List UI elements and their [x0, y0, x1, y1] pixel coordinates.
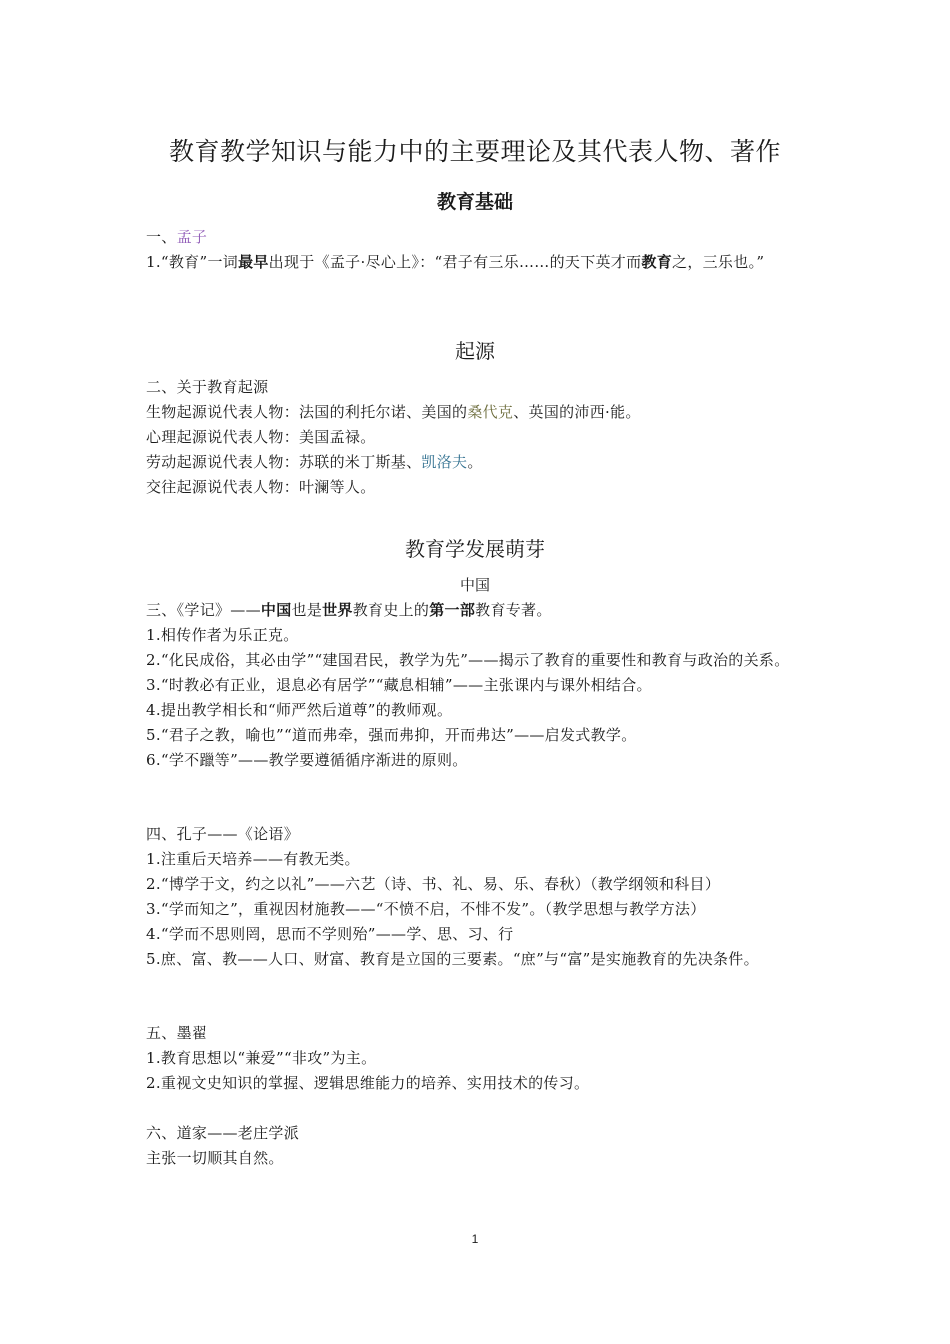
bold-span: 世界: [322, 601, 353, 619]
bold-span: 第一部: [429, 601, 476, 619]
list-item: 5.“君子之教，喻也”“道而弗牵，强而弗抑，开而弗达”——启发式教学。: [146, 726, 637, 744]
origin-social: 交往起源说代表人物：叶澜等人。: [146, 478, 376, 496]
list-item: 1.相传作者为乐正克。: [146, 626, 299, 644]
text-span: 教育专著。: [475, 601, 552, 619]
text-span: 劳动起源说代表人物：苏联的米丁斯基、: [146, 453, 422, 471]
list-item: 2.重视文史知识的掌握、逻辑思维能力的培养、实用技术的传习。: [146, 1074, 590, 1092]
heading-sprout: 教育学发展萌芽: [405, 537, 545, 561]
item-mengzi: [146, 225, 808, 250]
bold-span: 最早: [238, 253, 269, 271]
kongzi-heading: 四、孔子——《论语》: [146, 825, 300, 843]
block-mozi: [146, 1021, 808, 1096]
daojia-heading: 六、道家——老庄学派: [146, 1124, 300, 1142]
list-item: 6.“学不躐等”——教学要遵循循序渐进的原则。: [146, 751, 468, 769]
text-span: 1.“教育”一词: [146, 253, 239, 271]
origin-psych: 心理起源说代表人物：美国孟禄。: [146, 428, 376, 446]
bold-span: 教育: [641, 253, 673, 271]
thorndike-name: 桑代克: [467, 403, 514, 421]
text-span: 之，三乐也。”: [672, 253, 765, 271]
list-item: 4.提出教学相长和“师严然后道尊”的教师观。: [146, 701, 453, 719]
text-span: 、英国的沛西·能。: [513, 403, 641, 421]
block-kongzi: [146, 822, 808, 972]
document-title: 教育教学知识与能力中的主要理论及其代表人物、著作: [168, 137, 781, 166]
page-number: 1: [471, 1232, 479, 1246]
list-item: 1.教育思想以“兼爱”“非攻”为主。: [146, 1049, 377, 1067]
block-xueji: [146, 598, 808, 773]
text-span: 也是: [291, 601, 323, 619]
list-item: 2.“化民成俗，其必由学”“建国君民，教学为先”——揭示了教育的重要性和教育与政治的关系。: [146, 651, 790, 669]
origin-bio: [146, 400, 808, 425]
list-item: 2.“博学于文，约之以礼”——六艺（诗、书、礼、易、乐、春秋）（教学纲领和科目）: [146, 875, 721, 893]
list-item: 3.“学而知之”，重视因材施教——“不愤不启，不悱不发”。（教学思想与教学方法）: [146, 900, 706, 918]
list-item: 1.注重后天培养——有教无类。: [146, 850, 360, 868]
list-item: 5.庶、富、教——人口、财富、教育是立国的三要素。“庶”与“富”是实施教育的先决条件。: [146, 950, 759, 968]
block-mengzi: [146, 225, 808, 275]
text-span: 三、《学记》——: [146, 601, 261, 619]
block-daojia: [146, 1121, 808, 1171]
mengzi-name: 孟子: [176, 228, 208, 246]
heading-foundation: 教育基础: [436, 191, 513, 213]
text-span: 教育史上的: [352, 601, 430, 619]
mengzi-line: [146, 250, 808, 275]
heading-origin: 起源: [455, 339, 495, 363]
subheading-china: 中国: [459, 576, 490, 594]
text-span: 出现于《孟子·尽心上》：“君子有三乐……的天下英才而: [268, 253, 642, 271]
list-item: 3.“时教必有正业，退息必有居学”“藏息相辅”——主张课内与课外相结合。: [146, 676, 652, 694]
daojia-text: 主张一切顺其自然。: [146, 1149, 284, 1167]
text-span: 生物起源说代表人物：法国的利托尔诺、美国的: [146, 403, 468, 421]
mozi-heading: 五、墨翟: [146, 1024, 208, 1042]
item-origin-heading: 二、关于教育起源: [146, 378, 269, 396]
bold-span: 中国: [260, 601, 292, 619]
list-item: 4.“学而不思则罔，思而不学则殆”——学、思、习、行: [146, 925, 514, 943]
origin-labor: [146, 450, 808, 475]
item-prefix: 一、: [146, 228, 177, 246]
block-origin: [146, 375, 808, 500]
kairov-name: 凯洛夫: [421, 453, 468, 471]
text-span: 。: [467, 453, 483, 471]
xueji-heading: [146, 598, 808, 623]
